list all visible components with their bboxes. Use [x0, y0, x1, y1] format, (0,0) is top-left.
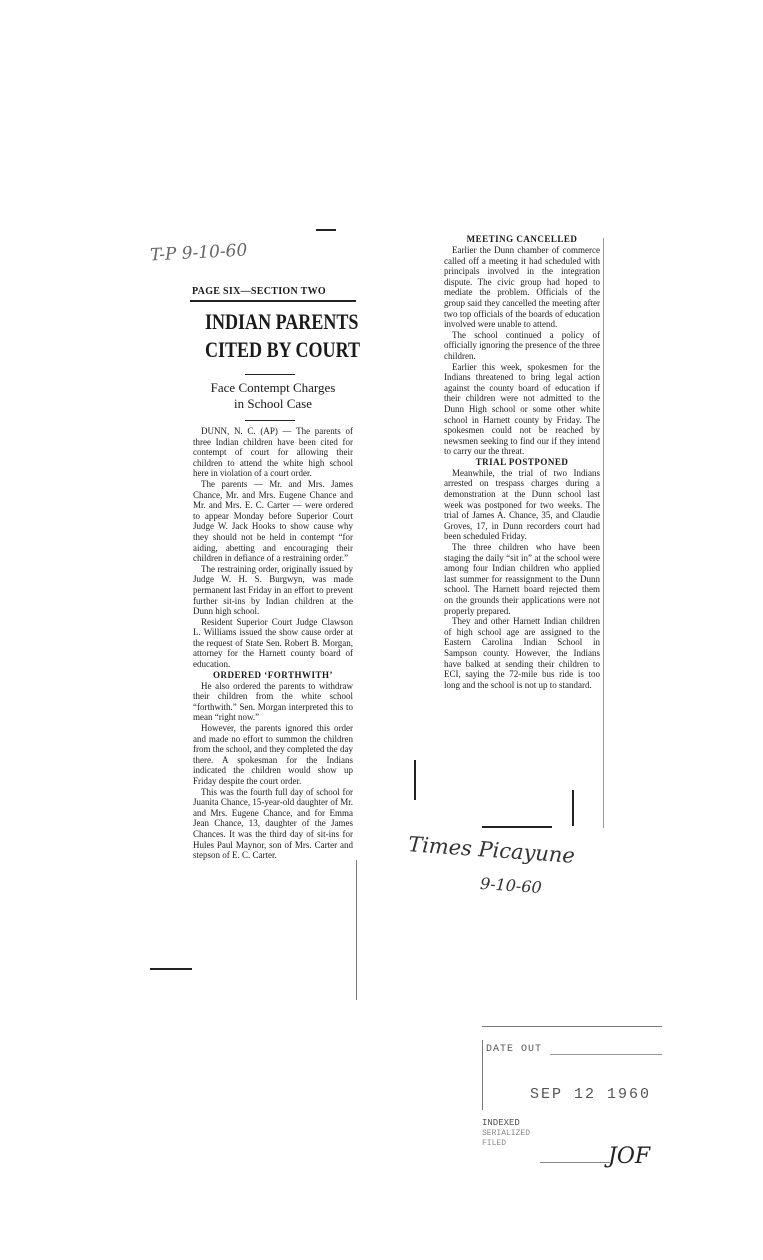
- subheadline-rule: [245, 420, 295, 421]
- paragraph: However, the parents ignored this order and made no effort to summon the children from the school, and they completed the day there. A spokesman for the Indians indicated the children would show up Friday despite the court order.: [193, 723, 353, 786]
- stamp-filed: FILED: [482, 1139, 507, 1148]
- stamp-line: [550, 1054, 662, 1055]
- subheadline: [190, 380, 356, 412]
- handwritten-date: 9-10-60: [479, 873, 543, 898]
- headline: [204, 308, 361, 364]
- subhead-trial-postponed: TRIAL POSTPONED: [475, 456, 569, 467]
- page-label: PAGE SIX—SECTION TWO: [192, 286, 326, 297]
- end-mark-vertical: [572, 790, 574, 826]
- headline-line-2: CITED BY COURT: [204, 337, 361, 362]
- top-mark: [316, 229, 336, 231]
- stamp-date-out: DATE OUT: [486, 1044, 543, 1055]
- article-column-1: [193, 426, 353, 861]
- paragraph: Resident Superior Court Judge Clawson L. Williams issued the show cause order at the request of State Sen. Robert B. Morgan, attorney for the Harnett county board of education.: [193, 616, 353, 670]
- paragraph: The three children who have been staging the daily “sit in” at the school were among four Indian children who applied last summer for reassignment to the Dunn school. The Harnett board rejected them on the grounds their applications were not properly prepared.: [444, 542, 600, 616]
- paragraph: The school continued a policy of officially ignoring the presence of the three children.: [444, 329, 600, 361]
- stamp-serialized: SERIALIZED: [482, 1129, 531, 1138]
- stamp-bottom-rule: [540, 1162, 610, 1163]
- end-rule: [482, 826, 552, 828]
- subhead-ordered-forthwith: ORDERED ‘FORTHWITH’: [213, 669, 333, 680]
- stamp-date: SEP 12 1960: [530, 1086, 652, 1103]
- handwritten-source: Times Picayune: [407, 832, 576, 868]
- paragraph: Meanwhile, the trial of two Indians arrested on trespass charges during a demonstration at the Dunn school last week was postponed for two weeks. The trial of James A. Chance, 35, and Claudie Groves, 17, in Dunn recorders court had been scheduled Friday.: [444, 467, 600, 542]
- subheadline-line-1: Face Contempt Charges: [210, 380, 336, 395]
- stamp-top-rule: [482, 1026, 662, 1027]
- headline-rule: [245, 374, 295, 375]
- subhead-meeting-cancelled: MEETING CANCELLED: [466, 234, 578, 244]
- paragraph: This was the fourth full day of school for Juanita Chance, 15-year-old daughter of Mr. and Mrs. Eugene Chance, and for Emma Jean Chance, 13, daughter of the James Chances. It was the third day of sit-ins for Hules Paul Maynor, son of Mrs. Carter and stepson of E. C. Carter.: [193, 786, 353, 861]
- column-2-left-mark: [414, 760, 416, 800]
- paragraph: He also ordered the parents to withdraw their children from the white school “forthwith.” Sen. Morgan interpreted this to mean “right now.”: [193, 680, 353, 723]
- paragraph: The parents — Mr. and Mrs. James Chance, Mr. and Mrs. Eugene Chance and Mr. and Mrs. E. C. Carter — were ordered to appear Monday before Superior Court Judge W. Jack Hooks to show cause why they should not be held in contempt “for aiding, abetting and encouraging their children in defiance of a restraining order.”: [193, 478, 353, 564]
- paragraph: Earlier the Dunn chamber of commerce called off a meeting it had scheduled with principals involved in the integration dispute. The civic group had hoped to mediate the problem. Officials of the group said they cancelled the meeting after two top officials of the boards of education involved were unable to attend.: [444, 245, 600, 330]
- handwritten-date-top: T-P 9-10-60: [149, 240, 248, 266]
- article-column-2: [444, 234, 600, 690]
- subheadline-line-2: in School Case: [234, 396, 312, 411]
- page-label-rule: [190, 300, 356, 302]
- paragraph: They and other Harnett Indian children of high school age are assigned to the Eastern Carolina Indian School in Sampson county. However, the Indians have balked at sending their children to ECI, saying the 72-mile bus ride is too long and the school is not up to standard.: [444, 616, 600, 690]
- paragraph: The restraining order, originally issued by Judge W. H. S. Burgwyn, was made permanent last Friday in an effort to prevent further sit-ins by Indian children at the Dunn high school.: [193, 563, 353, 617]
- column-1-right-border: [356, 860, 357, 1000]
- column-2-right-border: [603, 238, 604, 828]
- paragraph: DUNN, N. C. (AP) — The parents of three Indian children have been cited for contempt of court for allowing their children to attend the white high school here in violation of a court order.: [193, 426, 353, 479]
- paragraph: Earlier this week, spokesmen for the Indians threatened to bring legal action against the county board of education if their children were not admitted to the Dunn High school or some other white school in Harnett county by Friday. The spokesmen could not be reached by newsmen seeking to find our if they intend to carry our the threat.: [444, 361, 600, 457]
- margin-arrow: [150, 968, 192, 970]
- stamp-initials: JOF: [608, 1144, 651, 1169]
- stamp-indexed: INDEXED: [482, 1118, 520, 1128]
- headline-line-1: INDIAN PARENTS: [204, 309, 359, 334]
- stamp-left-rule: [482, 1040, 483, 1110]
